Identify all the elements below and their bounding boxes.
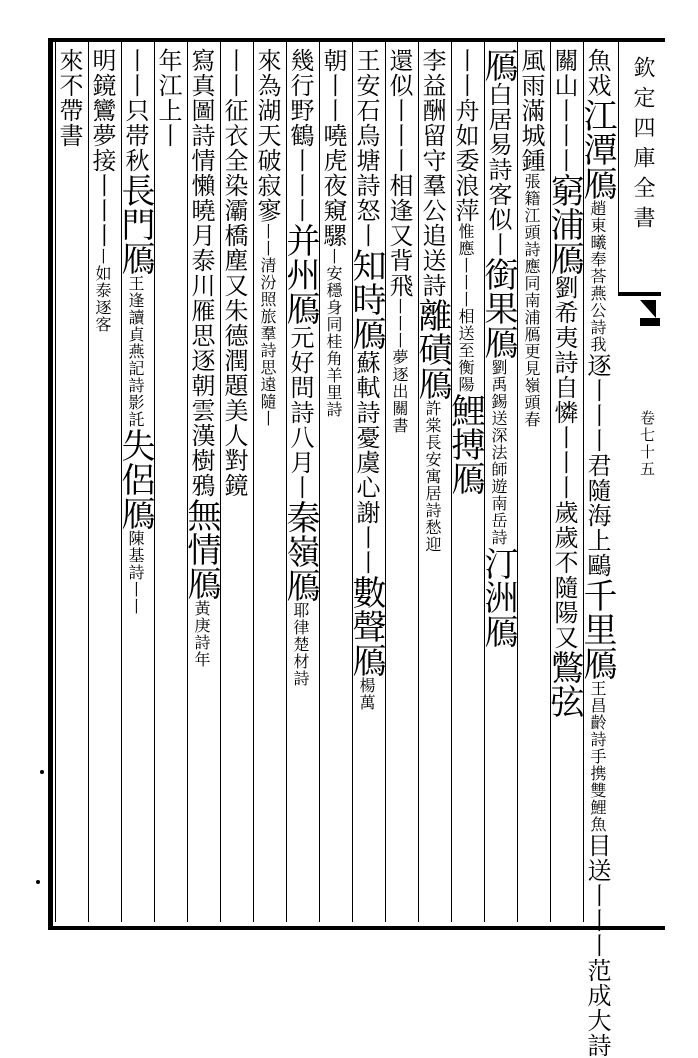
text-column xyxy=(544,48,584,920)
text-column xyxy=(155,48,186,920)
text-column xyxy=(320,48,351,920)
text-column xyxy=(412,48,452,920)
text-segment: 元好問詩八月丨 xyxy=(286,325,314,500)
text-segment: 丨丨征衣全染灞橋塵又朱德潤題美人對鏡 xyxy=(220,48,248,498)
text-column xyxy=(56,48,87,920)
text-column xyxy=(221,48,252,920)
text-column xyxy=(280,48,320,920)
text-segment: 寫真圖詩情懶曉月泰川雁思逐朝雲漢樹鴉 xyxy=(187,48,215,498)
text-column xyxy=(518,48,549,920)
entry-heading: 千里鴈 xyxy=(577,578,617,680)
entry-heading: 鷩弦 xyxy=(544,650,584,718)
text-segment: 朝丨丨嘵虎夜窺騾 xyxy=(319,48,347,248)
entry-heading: 離磧鴈 xyxy=(412,298,452,400)
text-segment: 王逢讀貞燕記詩影託 xyxy=(126,275,145,428)
entry-heading: 江潭鴈 xyxy=(577,98,617,200)
entry-heading: 并州鴈 xyxy=(280,223,320,325)
text-column xyxy=(115,48,155,920)
text-segment: 里詩 xyxy=(324,384,343,418)
entry-heading: 數聲鴈 xyxy=(346,575,386,677)
entry-heading: 鯉搏鴈 xyxy=(445,393,485,495)
fish-tail-bar xyxy=(640,318,660,326)
text-column xyxy=(478,48,518,920)
text-segment: 魚 xyxy=(583,48,611,73)
text-segment: 李益酬留守羣公追送詩 xyxy=(418,48,446,298)
entry-heading: 汀洲鴈 xyxy=(478,546,518,648)
text-segment: 丨丨丨夢逐出關書 xyxy=(390,298,409,434)
text-segment: 來為湖天破寂寥 xyxy=(253,48,281,223)
text-segment: 幾行野鶴丨丨丨 xyxy=(286,48,314,223)
text-segment: 陳基詩丨丨 xyxy=(126,530,145,615)
text-segment: 目送丨丨丨范成大詩 xyxy=(583,833,611,1058)
text-column xyxy=(577,48,617,1058)
text-segment: 還似丨丨丨相逢又背飛 xyxy=(385,48,413,298)
text-segment: 丨如泰逐客 xyxy=(93,248,112,333)
text-segment: 黃庚詩年 xyxy=(192,600,211,668)
text-segment: 戏 xyxy=(583,73,611,98)
text-segment: 丨安穩身同桂角羊 xyxy=(324,248,343,384)
entry-heading: 長門鴈 xyxy=(115,173,155,275)
text-segment: 明鏡鸞夢接丨丨丨 xyxy=(88,48,116,248)
text-segment: 張籍江頭詩應同南浦鴈更見嶺頭春 xyxy=(522,173,541,428)
text-segment: 楊萬 xyxy=(357,677,376,711)
book-title: 欽定四庫全書 xyxy=(630,56,655,236)
entry-heading: 無情鴈 xyxy=(181,498,221,600)
text-segment: 關山丨丨丨 xyxy=(550,48,578,173)
text-segment: 許棠長安寓居詩愁迎 xyxy=(423,400,442,553)
text-segment: 王安石烏塘詩怒丨 xyxy=(352,48,380,248)
entry-heading: 秦嶺鴈 xyxy=(280,500,320,602)
entry-heading: 窮浦鴈 xyxy=(544,173,584,275)
text-column xyxy=(346,48,386,920)
text-segment: 趙東曦奉荅燕公詩我 xyxy=(588,200,607,353)
volume-number: 卷七十五 xyxy=(638,410,656,478)
text-column xyxy=(89,48,120,920)
text-column xyxy=(254,48,285,920)
text-segment: 劉希夷詩自憐丨丨丨歲歲不隨陽又 xyxy=(550,275,578,650)
entry-heading: 知時鴈 xyxy=(346,248,386,350)
text-segment: 惟應丨丨丨相送至衡陽 xyxy=(456,223,475,393)
text-segment: 年江上丨 xyxy=(154,48,182,148)
text-segment: 詩思遠隨丨 xyxy=(258,342,277,427)
text-segment: 風雨滿城鍾 xyxy=(517,48,545,173)
text-segment: 劉禹錫送深法師遊南岳詩 xyxy=(489,359,508,546)
fish-tail-mark xyxy=(640,300,656,318)
text-segment: 逐丨丨丨君隨海上鷗 xyxy=(583,353,611,578)
text-segment: 來不帶書 xyxy=(55,48,83,148)
text-column xyxy=(181,48,221,920)
text-segment: 丨丨清汾照旅羣 xyxy=(258,223,277,342)
text-segment: 蘇軾詩憂虞心謝丨丨 xyxy=(352,350,380,575)
text-column xyxy=(445,48,485,920)
text-column xyxy=(386,48,417,920)
entry-heading: 鴈 xyxy=(478,48,518,82)
entry-heading: 銜果鴈 xyxy=(478,257,518,359)
text-segment: 白居易詩客似丨 xyxy=(484,82,512,257)
text-segment: 丨丨舟如委浪萍 xyxy=(451,48,479,223)
text-segment: 丨丨只帯秋 xyxy=(121,48,149,173)
ink-dot xyxy=(36,880,40,884)
text-segment: 王昌齡詩手携雙鯉魚 xyxy=(588,680,607,833)
ink-dot xyxy=(40,770,44,774)
entry-heading: 失侶鴈 xyxy=(115,428,155,530)
text-segment: 耶律楚材詩 xyxy=(291,602,310,687)
